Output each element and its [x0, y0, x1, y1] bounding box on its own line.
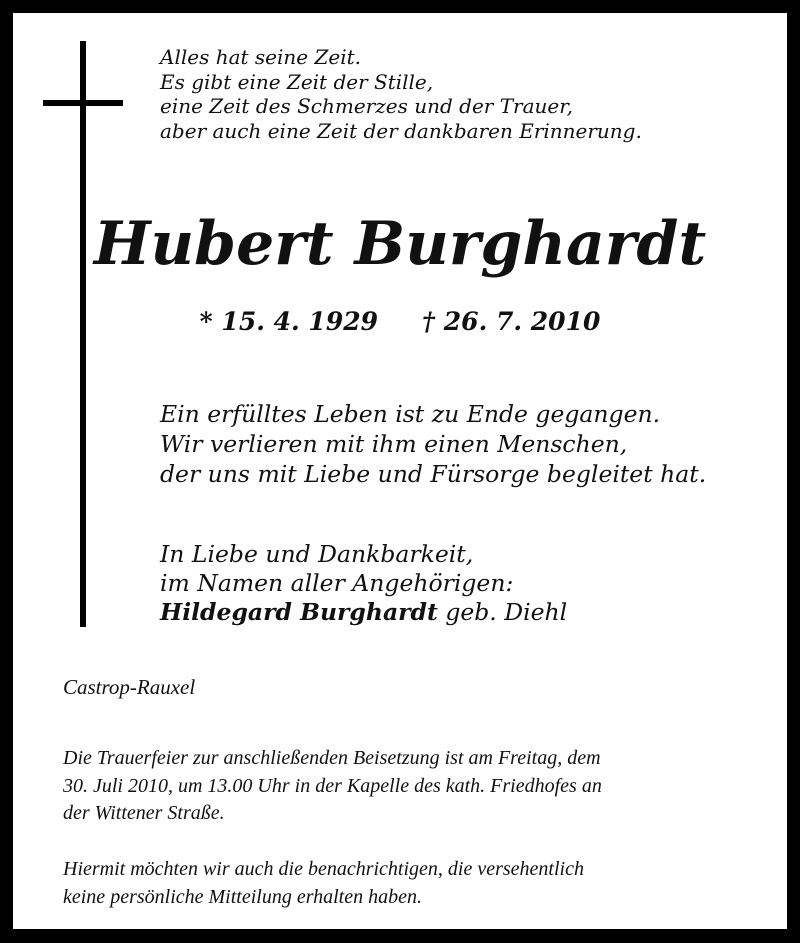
motto-verse: [160, 45, 642, 143]
cross-icon-horizontal-bar: [43, 100, 123, 106]
signer-name: Hildegard Burghardt: [160, 598, 438, 626]
life-dates: [13, 307, 787, 336]
signer-maiden-name: geb. Diehl: [437, 598, 568, 626]
tribute-line: Ein erfülltes Leben ist zu Ende gegangen.: [160, 400, 661, 428]
funeral-notice: [63, 745, 753, 828]
notice-line: 30. Juli 2010, um 13.00 Uhr in der Kapelle des kath. Friedhofes an: [63, 774, 602, 797]
signoff-line: im Namen aller Angehörigen:: [160, 569, 514, 597]
signoff-line: In Liebe und Dankbarkeit,: [160, 540, 474, 568]
obituary-card: [13, 13, 787, 929]
signer-line: [160, 598, 567, 627]
death-date: † 26. 7. 2010: [422, 307, 601, 336]
motto-line: aber auch eine Zeit der dankbaren Erinnerung.: [160, 118, 642, 143]
signoff: [160, 540, 567, 627]
city: Castrop-Rauxel: [63, 675, 196, 699]
tribute-line: Wir verlieren mit ihm einen Menschen,: [160, 430, 628, 458]
notice-line: keine persönliche Mitteilung erhalten haben.: [63, 885, 422, 908]
motto-line: Es gibt eine Zeit der Stille,: [160, 69, 434, 94]
motto-line: Alles hat seine Zeit.: [160, 45, 361, 69]
notice-line: Die Trauerfeier zur anschließenden Beisetzung ist am Freitag, dem: [63, 747, 601, 769]
motto-line: eine Zeit des Schmerzes und der Trauer,: [160, 94, 573, 118]
closing-notice: [63, 856, 753, 911]
notice-line: Hiermit möchten wir auch die benachrichtigen, die versehentlich: [63, 858, 584, 880]
tribute-text: [160, 399, 706, 489]
deceased-name: Hubert Burghardt: [93, 209, 707, 279]
tribute-line: der uns mit Liebe und Fürsorge begleitet hat.: [160, 460, 707, 488]
notice-line: der Wittener Straße.: [63, 802, 225, 824]
birth-date: * 15. 4. 1929: [199, 307, 378, 336]
